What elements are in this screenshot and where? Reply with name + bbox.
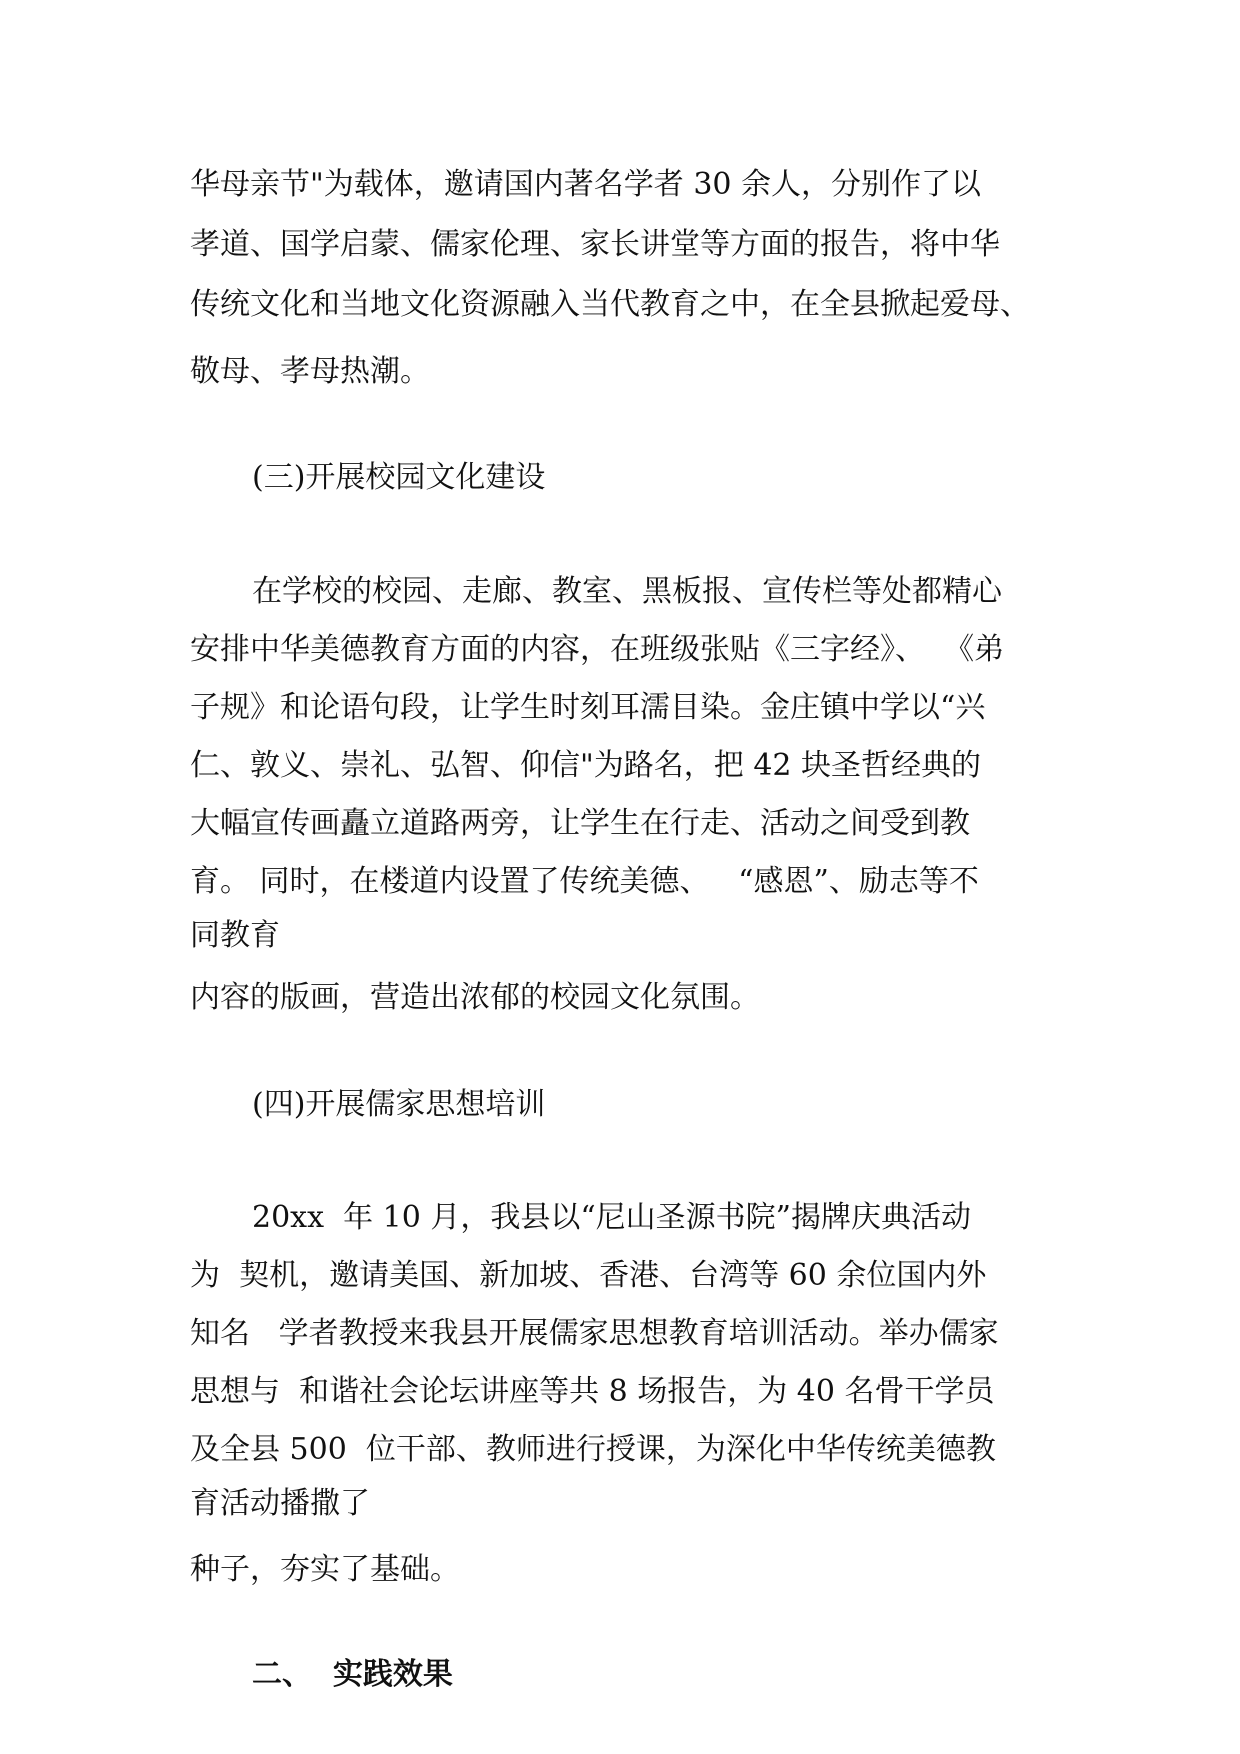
paragraph-line: 种子，夯实了基础。 <box>190 1552 460 1587</box>
section-heading: (四)开展儒家思想培训 <box>252 1087 546 1122</box>
paragraph-line: 仁、敦义、崇礼、弘智、仰信"为路名，把 42 块圣哲经典的 <box>190 748 982 783</box>
paragraph-line: 为 契机，邀请美国、新加坡、香港、台湾等 60 余位国内外 <box>190 1258 987 1293</box>
paragraph-line: 传统文化和当地文化资源融入当代教育之中，在全县掀起爱母、 <box>190 287 1030 322</box>
section-heading: (三)开展校园文化建设 <box>252 460 546 495</box>
paragraph-line: 子规》和论语句段，让学生时刻耳濡目染。金庄镇中学以“兴 <box>190 690 986 725</box>
paragraph-line: 育。 同时，在楼道内设置了传统美德、 “感恩”、励志等不 <box>190 864 979 899</box>
paragraph-line: 孝道、国学启蒙、儒家伦理、家长讲堂等方面的报告，将中华 <box>190 227 1000 262</box>
paragraph-line: 思想与 和谐社会论坛讲座等共 8 场报告，为 40 名骨干学员 <box>190 1374 995 1409</box>
paragraph-line: 大幅宣传画矗立道路两旁，让学生在行走、活动之间受到教 <box>190 806 970 841</box>
paragraph-line: 华母亲节"为载体，邀请国内著名学者 30 余人，分别作了以 <box>190 167 982 202</box>
paragraph-line: 在学校的校园、走廊、教室、黑板报、宣传栏等处都精心 <box>252 574 1002 609</box>
paragraph-line: 20xx 年 10 月，我县以“尼山圣源书院”揭牌庆典活动 <box>252 1200 972 1235</box>
paragraph-line: 知名 学者教授来我县开展儒家思想教育培训活动。举办儒家 <box>190 1316 999 1351</box>
paragraph-line: 内容的版画，营造出浓郁的校园文化氛围。 <box>190 980 760 1015</box>
section-heading: 二、 实践效果 <box>252 1657 453 1692</box>
paragraph-line: 及全县 500 位干部、教师进行授课，为深化中华传统美德教 <box>190 1432 996 1467</box>
paragraph-line: 同教育 <box>190 918 280 953</box>
paragraph-line: 安排中华美德教育方面的内容，在班级张贴《三字经》、 《弟 <box>190 632 1005 667</box>
paragraph-line: 敬母、孝母热潮。 <box>190 354 430 389</box>
paragraph-line: 育活动播撒了 <box>190 1486 370 1521</box>
